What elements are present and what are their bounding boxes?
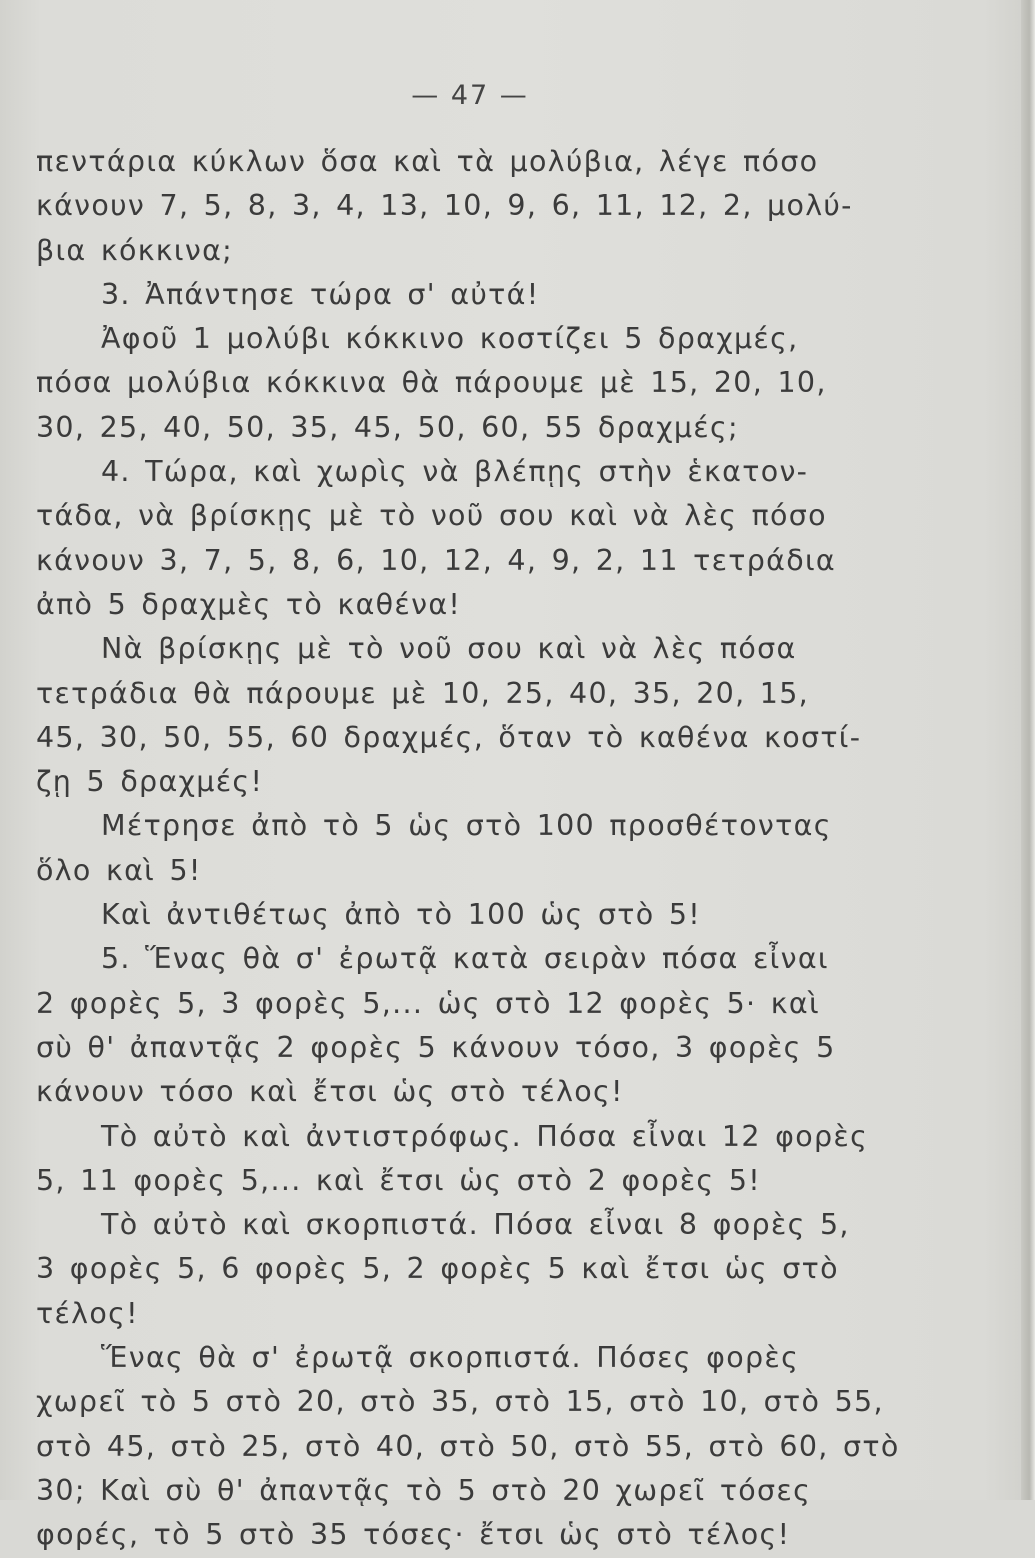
- text-line: τέλος!: [36, 1296, 139, 1330]
- text-line: Τὸ αὐτὸ καὶ ἀντιστρόφως. Πόσα εἶναι 12 φορὲς: [101, 1119, 869, 1153]
- text-line: Μέτρησε ἀπὸ τὸ 5 ὡς στὸ 100 προσθέτοντας: [101, 809, 832, 843]
- text-line: στὸ 45, στὸ 25, στὸ 40, στὸ 50, στὸ 55, στὸ 60, στὸ: [36, 1429, 900, 1463]
- text-line: κάνουν 7, 5, 8, 3, 4, 13, 10, 9, 6, 11, 12, 2, μολύ-: [36, 189, 853, 223]
- text-line: 30, 25, 40, 50, 35, 45, 50, 60, 55 δραχμές;: [36, 410, 739, 444]
- text-line: βια κόκκινα;: [36, 233, 234, 267]
- text-line: 3 φορὲς 5, 6 φορὲς 5, 2 φορὲς 5 καὶ ἔτσι ὡς στὸ: [36, 1252, 839, 1286]
- text-line: τετράδια θὰ πάρουμε μὲ 10, 25, 40, 35, 20, 15,: [36, 676, 810, 710]
- text-line: ὅλο καὶ 5!: [36, 853, 202, 887]
- text-line: 5, 11 φορὲς 5,... καὶ ἔτσι ὡς στὸ 2 φορὲς 5!: [36, 1163, 761, 1197]
- text-line: Καὶ ἀντιθέτως ἀπὸ τὸ 100 ὡς στὸ 5!: [101, 898, 702, 932]
- text-line: 5. Ἕνας θὰ σ' ἐρωτᾷ κατὰ σειρὰν πόσα εἶναι: [101, 942, 829, 976]
- text-line: χωρεῖ τὸ 5 στὸ 20, στὸ 35, στὸ 15, στὸ 10, στὸ 55,: [36, 1385, 884, 1419]
- text-line: 4. Τώρα, καὶ χωρὶς νὰ βλέπῃς στὴν ἑκατον-: [101, 455, 809, 489]
- text-line: Τὸ αὐτὸ καὶ σκορπιστά. Πόσα εἶναι 8 φορὲς 5,: [101, 1208, 850, 1242]
- page-number: — 47 —: [411, 80, 529, 111]
- text-line: 45, 30, 50, 55, 60 δραχμές, ὅταν τὸ καθένα κοστί-: [36, 720, 862, 754]
- text-line: σὺ θ' ἀπαντᾷς 2 φορὲς 5 κάνουν τόσο, 3 φορὲς 5: [36, 1030, 836, 1064]
- text-line: κάνουν τόσο καὶ ἔτσι ὡς στὸ τέλος!: [36, 1075, 624, 1109]
- text-line: ἀπὸ 5 δραχμὲς τὸ καθένα!: [36, 587, 462, 621]
- text-line: φορές, τὸ 5 στὸ 35 τόσες· ἔτσι ὡς στὸ τέλος!: [36, 1518, 791, 1552]
- text-line: πεντάρια κύκλων ὅσα καὶ τὰ μολύβια, λέγε πόσο: [36, 145, 819, 178]
- text-line: 2 φορὲς 5, 3 φορὲς 5,... ὡς στὸ 12 φορὲς 5· καὶ: [36, 986, 820, 1020]
- text-line: 3. Ἀπάντησε τώρα σ' αὐτά!: [101, 277, 540, 311]
- text-line: Νὰ βρίσκῃς μὲ τὸ νοῦ σου καὶ νὰ λὲς πόσα: [101, 632, 797, 666]
- text-line: Ἕνας θὰ σ' ἐρωτᾷ σκορπιστά. Πόσες φορὲς: [101, 1341, 800, 1375]
- text-line: ζῃ 5 δραχμές!: [36, 765, 264, 799]
- body-text: [36, 140, 900, 1558]
- text-line: κάνουν 3, 7, 5, 8, 6, 10, 12, 4, 9, 2, 11 τετράδια: [36, 543, 836, 577]
- text-line: Ἀφοῦ 1 μολύβι κόκκινο κοστίζει 5 δραχμές,: [101, 322, 799, 356]
- text-line: πόσα μολύβια κόκκινα θὰ πάρουμε μὲ 15, 20, 10,: [36, 366, 827, 400]
- text-line: τάδα, νὰ βρίσκῃς μὲ τὸ νοῦ σου καὶ νὰ λὲς πόσο: [36, 499, 827, 533]
- page-edge: [1021, 0, 1035, 1500]
- text-line: 30; Καὶ σὺ θ' ἀπαντᾷς τὸ 5 στὸ 20 χωρεῖ τόσες: [36, 1473, 812, 1507]
